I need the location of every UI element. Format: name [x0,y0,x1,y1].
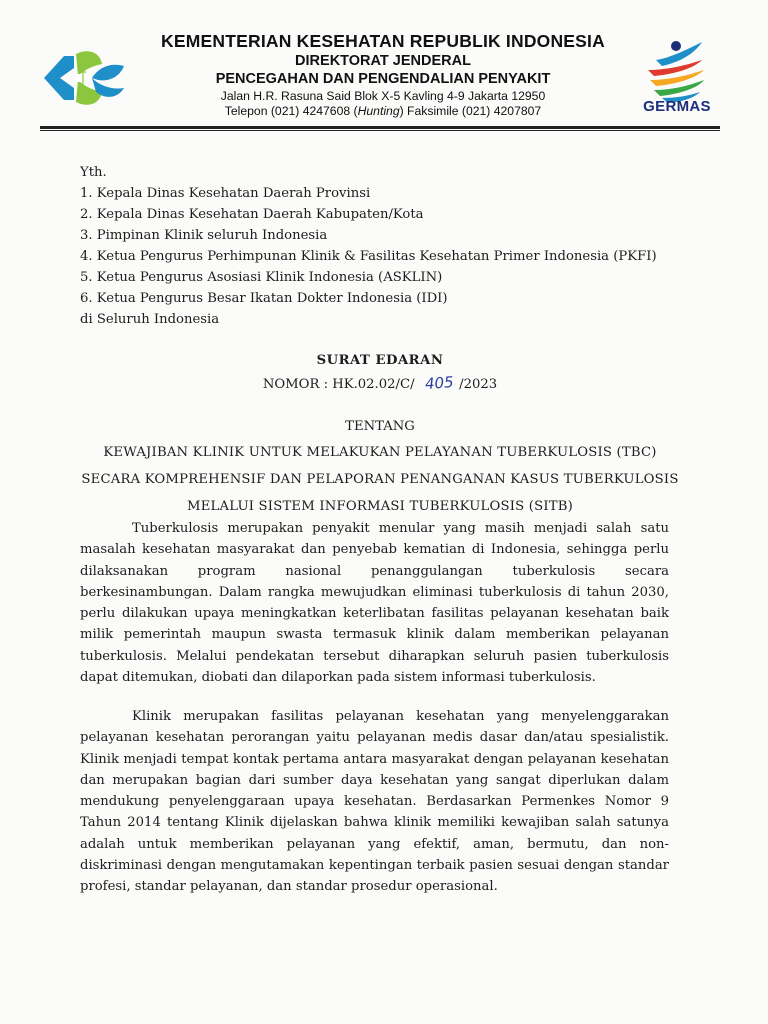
body-paragraph-2 [80,706,669,898]
document-heading: SURAT EDARAN [316,353,444,368]
directorate-name: DIREKTORAT JENDERAL [295,53,471,69]
subject-line: KEWAJIBAN KLINIK UNTUK MELAKUKAN PELAYANAN TUBERKULOSIS (TBC) [103,445,657,460]
title-block [60,351,700,518]
phone-prefix: Telepon (021) 4247608 ( [224,104,358,118]
office-phone [138,104,628,119]
about-label: TENTANG [345,419,415,434]
document-number [60,373,700,395]
list-item: 6. Ketua Pengurus Besar Ikatan Dokter Indonesia (IDI) [80,291,448,306]
subject-line: MELALUI SISTEM INFORMASI TUBERKULOSIS (SITB) [187,499,573,514]
list-item: 2. Kepala Dinas Kesehatan Daerah Kabupaten/Kota [80,207,424,222]
list-item: 4. Ketua Pengurus Perhimpunan Klinik & Fasilitas Kesehatan Primer Indonesia (PKFI) [80,249,657,264]
kemenkes-logo-icon [40,44,132,112]
list-item: 3. Pimpinan Klinik seluruh Indonesia [80,228,328,243]
letterhead-divider-thin [40,130,720,131]
paragraph-text: Klinik merupakan fasilitas pelayanan kesehatan yang menyelenggarakan pelayanan kesehatan perorangan yaitu pelayanan medis dasar dan/atau spesialistik. Klinik menjadi tempat kontak pertama antara masyarakat dengan pelayanan kesehatan dan merupakan bagian dari sumber daya kesehatan yang sangat diperlukan dalam mendukung penyelenggaraan upaya kesehatan. Berdasarkan Permenkes Nomor 9 Tahun 2014 tentang Klinik dijelaskan bahwa klinik memiliki kewajiban salah satunya adalah untuk memberikan pelayanan yang efektif, aman, bermutu, dan non-diskriminasi dengan mengutamakan kepentingan terbaik pasien sesuai dengan standar profesi, standar pelayanan, dan standar prosedur operasional. [80,709,669,895]
phone-suffix: ) Faksimile (021) 4207807 [399,104,542,118]
germas-label: GERMAS [643,98,711,115]
list-item: 1. Kepala Dinas Kesehatan Daerah Provinsi [80,186,371,201]
office-address: Jalan H.R. Rasuna Said Blok X-5 Kavling 4-9 Jakarta 12950 [220,89,546,103]
addressee-block [80,162,657,330]
letterhead [138,30,628,119]
handwritten-number: 405 [423,373,454,393]
number-prefix: NOMOR : HK.02.02/C/ [262,377,415,392]
addressee-list [80,183,657,309]
letterhead-divider-thick [40,126,720,129]
division-name: PENCEGAHAN DAN PENGENDALIAN PENYAKIT [215,71,551,87]
ministry-name: KEMENTERIAN KESEHATAN REPUBLIK INDONESIA [161,31,605,51]
addressee-location: di Seluruh Indonesia [80,312,220,327]
subject-line: SECARA KOMPREHENSIF DAN PELAPORAN PENANGANAN KASUS TUBERKULOSIS [81,472,679,487]
greeting: Yth. [80,165,107,180]
list-item: 5. Ketua Pengurus Asosiasi Klinik Indonesia (ASKLIN) [80,270,443,285]
body-paragraph-1 [80,518,669,688]
phone-hunting: Hunting [357,104,400,118]
number-suffix: /2023 [459,377,498,392]
paragraph-text: Tuberkulosis merupakan penyakit menular yang masih menjadi salah satu masalah kesehatan masyarakat dan penyebab kematian di Indonesia, sehingga perlu dilaksanakan program nasional penanggulangan tuberkulosis secara berkesinambungan. Dalam rangka mewujudkan eliminasi tuberkulosis di tahun 2030, perlu dilakukan upaya meningkatkan keterlibatan fasilitas pelayanan kesehatan baik milik pemerintah maupun swasta termasuk klinik dalam memberikan pelayanan tuberkulosis. Melalui pendekatan tersebut diharapkan seluruh pasien tuberkulosis dapat ditemukan, diobati dan dilaporkan pada sistem informasi tuberkulosis. [80,521,669,686]
